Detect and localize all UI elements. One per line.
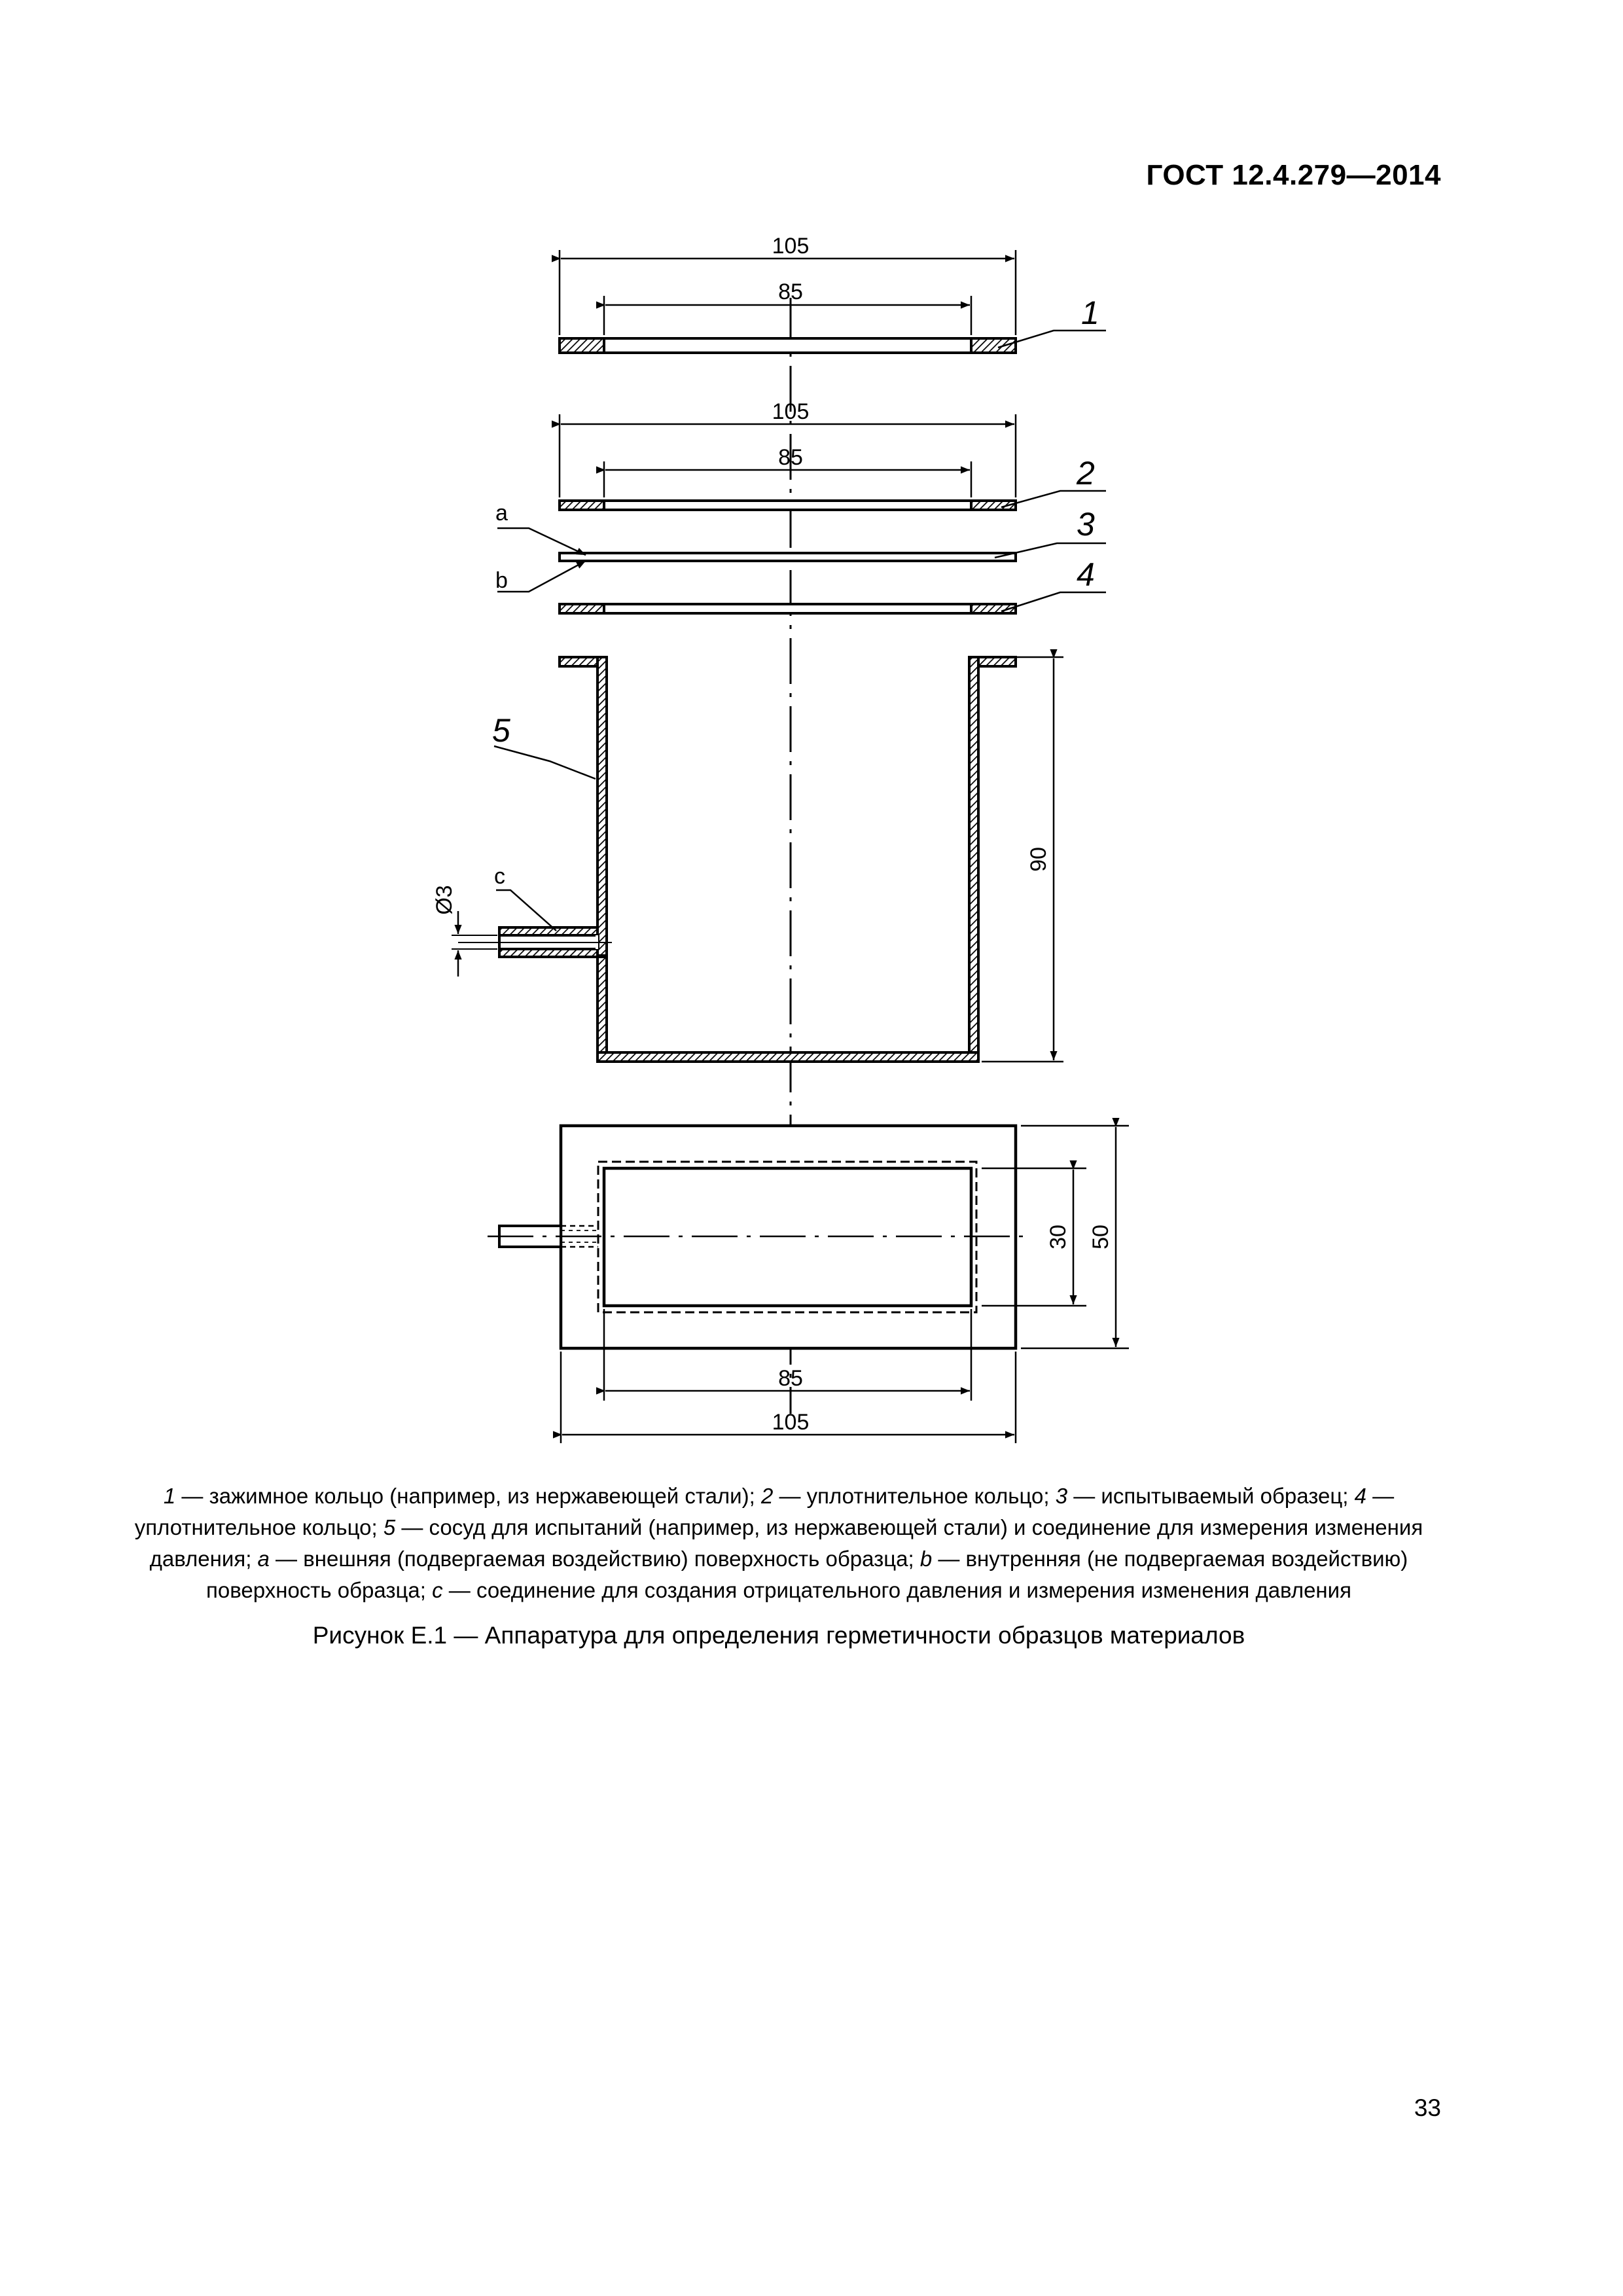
legend-text-5: — сосуд для испытаний (например, из нержавеющей стали) и соединение для измерения изменения давления; — [149, 1515, 1423, 1571]
callout-2: 2 — [1077, 455, 1095, 492]
legend-num-3: 3 — [1055, 1484, 1068, 1508]
legend-text-c: — соединение для создания отрицательного давления и измерения изменения давления — [442, 1578, 1351, 1602]
label-a: a — [495, 501, 508, 526]
clamping-ring-1 — [560, 338, 1016, 353]
plan-outer-height-dim: 50 — [1088, 1225, 1113, 1249]
surface-b-leader — [497, 561, 586, 592]
ring2-inner-dim: 85 — [778, 445, 803, 470]
legend-num-2: 2 — [760, 1484, 774, 1508]
ring2-outer-dim: 105 — [772, 399, 810, 424]
legend-text-4: — уплотнительное кольцо; — [134, 1484, 1395, 1539]
callout-4: 4 — [1077, 556, 1095, 593]
legend-num-5: 5 — [383, 1515, 396, 1539]
callout-3: 3 — [1077, 506, 1095, 543]
surface-a-leader — [497, 528, 586, 555]
sealing-ring-2 — [560, 501, 1016, 510]
legend-text-2: — уплотнительное кольцо; — [773, 1484, 1056, 1508]
legend-text-1: — зажимное кольцо (например, из нержавеющей стали); — [175, 1484, 761, 1508]
plan-view — [488, 1126, 1027, 1348]
legend-num-4: 4 — [1354, 1484, 1366, 1508]
legend-text-b: — внутренняя (не подвергаемая воздействию) поверхность образца; — [206, 1547, 1408, 1602]
plan-outer-width-dim: 105 — [772, 1410, 810, 1435]
plan-inner-width-dim: 85 — [778, 1366, 803, 1391]
test-vessel-5 — [458, 657, 1016, 1062]
callout-5: 5 — [492, 712, 510, 749]
legend-letter-b: b — [919, 1547, 933, 1571]
legend-num-1: 1 — [163, 1484, 176, 1508]
legend-letter-a: a — [257, 1547, 270, 1571]
label-b: b — [495, 568, 508, 593]
legend-text-a: — внешняя (подвергаемая воздействию) поверхность образца; — [269, 1547, 920, 1571]
label-c: c — [494, 864, 505, 889]
legend-text-3: — испытываемый образец; — [1067, 1484, 1355, 1508]
ring1-outer-dim: 105 — [772, 234, 810, 259]
vessel-height-dim: 90 — [1026, 847, 1051, 872]
sealing-ring-4 — [560, 604, 1016, 613]
figure-legend — [124, 1480, 1433, 1606]
test-sample-3 — [560, 553, 1016, 561]
plan-inner-height-dim: 30 — [1046, 1225, 1071, 1249]
figure-caption: Рисунок Е.1 — Аппаратура для определения герметичности образцов материалов — [312, 1622, 1245, 1649]
connector-diameter-dim: Ø3 — [432, 885, 457, 915]
page-number: 33 — [1414, 2094, 1441, 2121]
standard-number: ГОСТ 12.4.279—2014 — [1146, 159, 1441, 191]
ring1-inner-dim: 85 — [778, 279, 803, 304]
legend-letter-c: c — [432, 1578, 443, 1602]
callout-1: 1 — [1081, 295, 1099, 331]
